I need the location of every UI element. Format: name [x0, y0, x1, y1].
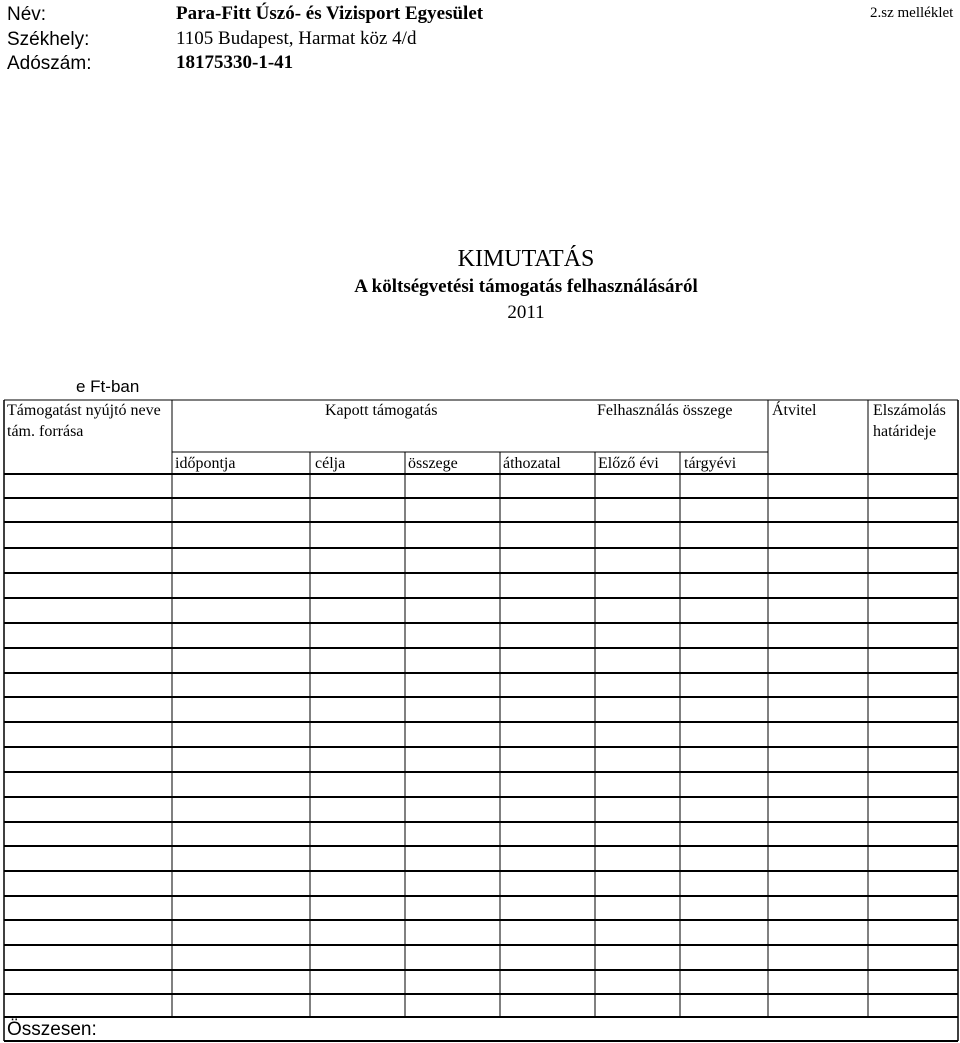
- tax-value: 18175330-1-41: [176, 52, 294, 73]
- col-transfer: Átvitel: [772, 402, 817, 419]
- col-provider-line2: tám. forrása: [7, 423, 84, 440]
- sub-current-year: tárgyévi: [684, 455, 737, 472]
- col-received: Kapott támogatás: [325, 402, 438, 419]
- sub-carry: áthozatal: [503, 455, 561, 472]
- report-title: KIMUTATÁS: [457, 246, 595, 272]
- unit-label: e Ft-ban: [76, 377, 140, 396]
- col-provider-line1: Támogatást nyújtó neve: [7, 402, 161, 419]
- tax-label: Adószám:: [7, 53, 92, 74]
- sub-date: időpontja: [175, 455, 236, 472]
- sub-purpose: célja: [315, 455, 346, 472]
- sub-prev-year: Előző évi: [598, 455, 659, 472]
- sub-amount: összege: [408, 455, 458, 472]
- attachment-label: 2.sz melléklet: [870, 5, 954, 21]
- total-label: Összesen:: [7, 1019, 97, 1040]
- seat-value: 1105 Budapest, Harmat köz 4/d: [176, 28, 417, 49]
- col-usage: Felhasználás összege: [597, 402, 733, 419]
- col-deadline-line1: Elszámolás: [873, 402, 946, 419]
- col-deadline-line2: határideje: [873, 423, 937, 440]
- seat-label: Székhely:: [7, 29, 90, 50]
- name-label: Név:: [7, 4, 47, 25]
- organization-name: Para-Fitt Úszó- és Vizisport Egyesület: [176, 3, 484, 24]
- report-year: 2011: [507, 302, 545, 323]
- report-subtitle: A költségvetési támogatás felhasználásáról: [354, 276, 698, 297]
